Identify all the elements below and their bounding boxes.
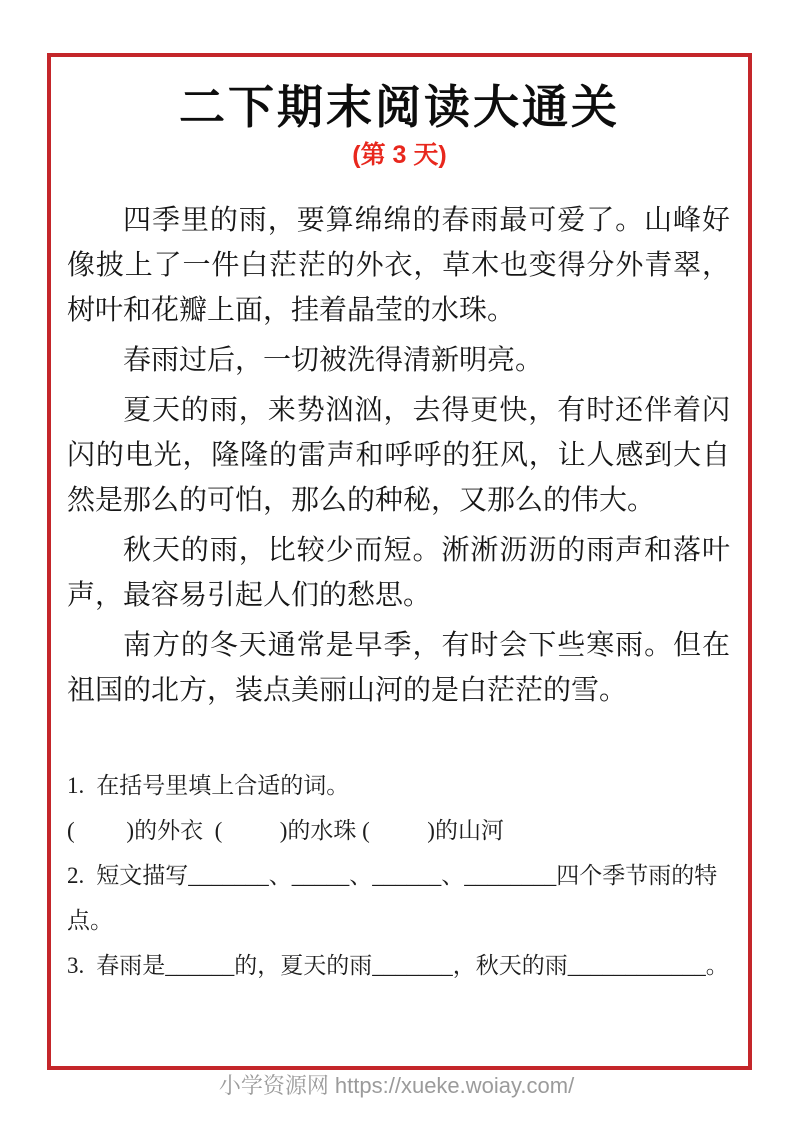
passage-paragraph-2: 春雨过后，一切被洗得清新明亮。 [123, 345, 544, 376]
page-subtitle-day-badge: (第 3 天) [352, 141, 447, 169]
footer-watermark: 小学资源网 https://xueke.woiay.com/ [218, 1073, 575, 1098]
question-3 [67, 943, 732, 988]
question-3-text: 春雨是______的，夏天的雨_______，秋天的雨____________。 [96, 953, 729, 978]
question-1-number: 1. [67, 773, 85, 798]
page-title: 二下期末阅读大通关 [179, 81, 620, 133]
page-content [51, 57, 748, 988]
question-2-text: 短文描写_______、_____、______、________四个季节雨的特点。 [67, 863, 718, 933]
page-border-frame [47, 53, 752, 1070]
reading-passage [65, 198, 734, 713]
question-1 [67, 763, 732, 808]
question-1-fill-blanks-line: ( )的外衣 ( )的水珠 ( )的山河 [67, 818, 504, 843]
question-3-number: 3. [67, 953, 85, 978]
passage-paragraph-4: 秋天的雨，比较少而短。淅淅沥沥的雨声和落叶声，最容易引起人们的愁思。 [67, 535, 730, 611]
passage-paragraph-3: 夏天的雨，来势汹汹，去得更快，有时还伴着闪闪的电光，隆隆的雷声和呼呼的狂风，让人感到大自然是那么的可怕，那么的种秘，又那么的伟大。 [67, 395, 730, 516]
question-2 [67, 853, 732, 943]
question-1-text: 在括号里填上合适的词。 [96, 773, 350, 798]
questions-section [65, 763, 734, 988]
question-2-number: 2. [67, 863, 85, 888]
passage-paragraph-1: 四季里的雨，要算绵绵的春雨最可爱了。山峰好像披上了一件白茫茫的外衣，草木也变得分外青翠，树叶和花瓣上面，挂着晶莹的水珠。 [67, 205, 730, 326]
passage-paragraph-5: 南方的冬天通常是早季，有时会下些寒雨。但在祖国的北方，装点美丽山河的是白茫茫的雪。 [67, 630, 730, 706]
